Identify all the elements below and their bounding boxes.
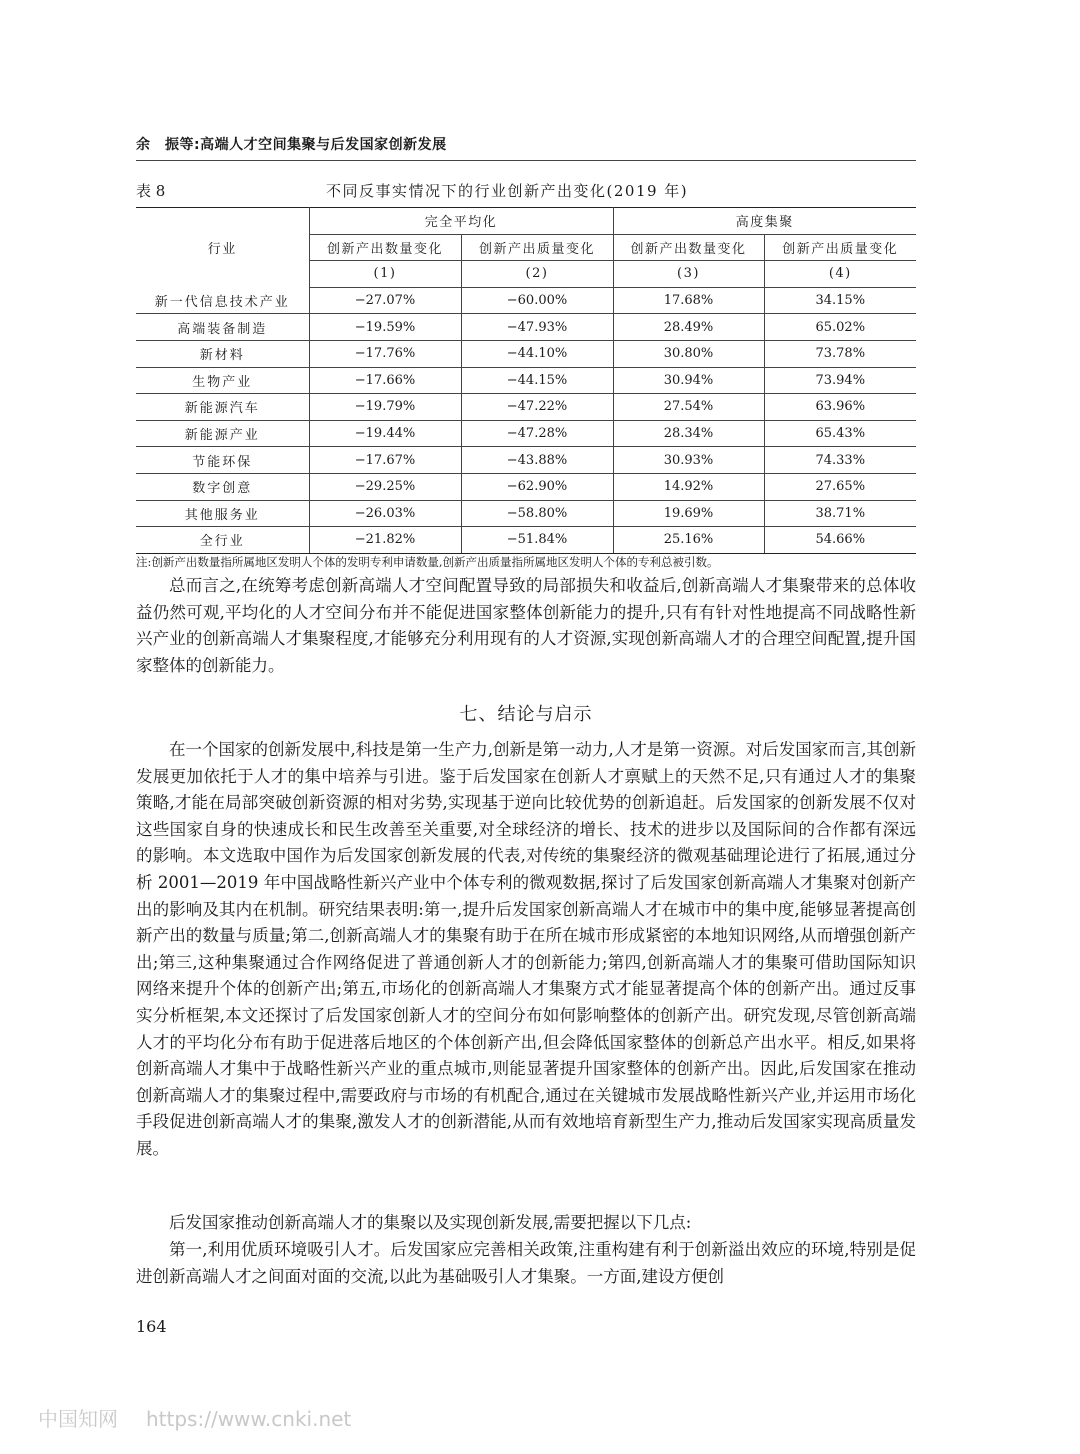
- body-paragraph: 在一个国家的创新发展中,科技是第一生产力,创新是第一动力,人才是第一资源。对后发国家而言,其创新发展更加依托于人才的集中培养与引进。鉴于后发国家在创新人才禀赋上的天然不足,只有通过人才的集聚策略,才能在局部突破创新资源的相对劣势,实现基于逆向比较优势的创新追赶。后发国家的创新发展不仅对这些国家自身的快速成长和民生改善至关重要,对全球经济的增长、技术的进步以及国际间的合作都有深远的影响。本文选取中国作为后发国家创新发展的代表,对传统的集聚经济的微观基础理论进行了拓展,通过分析 2001—2019 年中国战略性新兴产业中个体专利的微观数据,探讨了后发国家创新高端人才集聚对创新产出的影响及其内在机制。研究结果表明:第一,提升后发国家创新高端人才在城市中的集中度,能够显著提高创新产出的数量与质量;第二,创新高端人才的集聚有助于在所在城市形成紧密的本地知识网络,从而增强创新产出;第三,这种集聚通过合作网络促进了普通创新人才的创新能力;第四,创新高端人才的集聚可借助国际知识网络来提升个体的创新产出;第五,市场化的创新高端人才集聚方式才能显著提高个体的创新产出。通过反事实分析框架,本文还探讨了后发国家创新人才的空间分布如何影响整体的创新产出。研究发现,尽管创新高端人才的平均化分布有助于促进落后地区的个体创新产出,但会降低国家整体的创新总产出水平。相反,如果将创新高端人才集中于战略性新兴产业的重点城市,则能显著提升国家整体的创新产出。因此,后发国家在推动创新高端人才的集聚过程中,需要政府与市场的有机配合,通过在关键城市发展战略性新兴产业,并运用市场化手段促进创新高端人才的集聚,激发人才的创新潜能,从而有效地培育新型生产力,推动后发国家实现高质量发展。: [136, 740, 916, 1158]
- watermark: [38, 1403, 379, 1432]
- industry-cell: 新材料: [136, 340, 309, 367]
- watermark-url: https://www.cnki.net: [146, 1407, 352, 1431]
- value-cell: −21.82%: [309, 527, 461, 554]
- value-cell: 65.02%: [764, 314, 916, 341]
- value-cell: 34.15%: [764, 287, 916, 314]
- value-cell: −19.79%: [309, 394, 461, 421]
- value-cell: 30.93%: [613, 447, 764, 474]
- value-cell: 28.34%: [613, 420, 764, 447]
- value-cell: 17.68%: [613, 287, 764, 314]
- value-cell: −44.15%: [461, 367, 613, 394]
- col-number: (3): [613, 261, 764, 288]
- value-cell: 14.92%: [613, 473, 764, 500]
- value-cell: −43.88%: [461, 447, 613, 474]
- table-row: [136, 420, 916, 447]
- col-number: (2): [461, 261, 613, 288]
- value-cell: −44.10%: [461, 340, 613, 367]
- table-row: [136, 447, 916, 474]
- value-cell: 74.33%: [764, 447, 916, 474]
- value-cell: 30.94%: [613, 367, 764, 394]
- industry-cell: 全行业: [136, 527, 309, 554]
- industry-cell: 其他服务业: [136, 500, 309, 527]
- value-cell: 65.43%: [764, 420, 916, 447]
- page-number: 164: [136, 1317, 167, 1336]
- industry-cell: 生物产业: [136, 367, 309, 394]
- sub-header: 创新产出质量变化: [461, 234, 613, 261]
- value-cell: 73.78%: [764, 340, 916, 367]
- value-cell: 25.16%: [613, 527, 764, 554]
- sub-header: 创新产出数量变化: [613, 234, 764, 261]
- value-cell: −19.59%: [309, 314, 461, 341]
- group-header-1: 完全平均化: [309, 208, 613, 235]
- table-row: [136, 394, 916, 421]
- industry-cell: 数字创意: [136, 473, 309, 500]
- value-cell: −60.00%: [461, 287, 613, 314]
- value-cell: 27.65%: [764, 473, 916, 500]
- data-table: [136, 207, 916, 554]
- value-cell: −51.84%: [461, 527, 613, 554]
- body-paragraph: 总而言之,在统筹考虑创新高端人才空间配置导致的局部损失和收益后,创新高端人才集聚带来的总体收益仍然可观,平均化的人才空间分布并不能促进国家整体创新能力的提升,只有有针对性地提高不同战略性新兴产业的创新高端人才集聚程度,才能够充分利用现有的人才资源,实现创新高端人才的合理空间配置,提升国家整体的创新能力。: [136, 576, 916, 675]
- body-paragraph: 第一,利用优质环境吸引人才。后发国家应完善相关政策,注重构建有利于创新溢出效应的环境,特别是促进创新高端人才之间面对面的交流,以此为基础吸引人才集聚。一方面,建设方便创: [136, 1240, 916, 1286]
- industry-cell: 新能源产业: [136, 420, 309, 447]
- value-cell: −47.28%: [461, 420, 613, 447]
- value-cell: −29.25%: [309, 473, 461, 500]
- value-cell: −47.93%: [461, 314, 613, 341]
- value-cell: 27.54%: [613, 394, 764, 421]
- col-number: (4): [764, 261, 916, 288]
- value-cell: 63.96%: [764, 394, 916, 421]
- watermark-brand: 中国知网: [38, 1407, 118, 1431]
- table-title: 不同反事实情况下的行业创新产出变化(2019 年): [326, 182, 689, 200]
- sub-header: 创新产出质量变化: [764, 234, 916, 261]
- table-note: 注:创新产出数量指所属地区发明人个体的发明专利申请数量,创新产出质量指所属地区发明人个体的专利总被引数。: [136, 555, 719, 569]
- value-cell: −58.80%: [461, 500, 613, 527]
- value-cell: −17.66%: [309, 367, 461, 394]
- value-cell: −47.22%: [461, 394, 613, 421]
- table-row: [136, 367, 916, 394]
- value-cell: −27.07%: [309, 287, 461, 314]
- industry-cell: 节能环保: [136, 447, 309, 474]
- value-cell: −17.67%: [309, 447, 461, 474]
- industry-cell: 高端装备制造: [136, 314, 309, 341]
- value-cell: 38.71%: [764, 500, 916, 527]
- row-header: 行业: [136, 208, 309, 288]
- sub-header: 创新产出数量变化: [309, 234, 461, 261]
- value-cell: −62.90%: [461, 473, 613, 500]
- value-cell: −19.44%: [309, 420, 461, 447]
- table-row: [136, 473, 916, 500]
- value-cell: 19.69%: [613, 500, 764, 527]
- body-paragraph: 后发国家推动创新高端人才的集聚以及实现创新发展,需要把握以下几点:: [169, 1213, 692, 1232]
- table-caption: [136, 180, 916, 202]
- table-row: [136, 527, 916, 554]
- group-header-2: 高度集聚: [613, 208, 916, 235]
- running-head: 余 振等:高端人才空间集聚与后发国家创新发展: [136, 134, 916, 161]
- section-title: 七、结论与启示: [459, 704, 593, 725]
- value-cell: 30.80%: [613, 340, 764, 367]
- table-row: [136, 340, 916, 367]
- value-cell: 54.66%: [764, 527, 916, 554]
- table-row: [136, 287, 916, 314]
- industry-cell: 新一代信息技术产业: [136, 287, 309, 314]
- industry-cell: 新能源汽车: [136, 394, 309, 421]
- value-cell: −26.03%: [309, 500, 461, 527]
- value-cell: 73.94%: [764, 367, 916, 394]
- col-number: (1): [309, 261, 461, 288]
- table-label: 表 8: [136, 182, 166, 200]
- value-cell: 28.49%: [613, 314, 764, 341]
- table-row: [136, 314, 916, 341]
- table-row: [136, 500, 916, 527]
- value-cell: −17.76%: [309, 340, 461, 367]
